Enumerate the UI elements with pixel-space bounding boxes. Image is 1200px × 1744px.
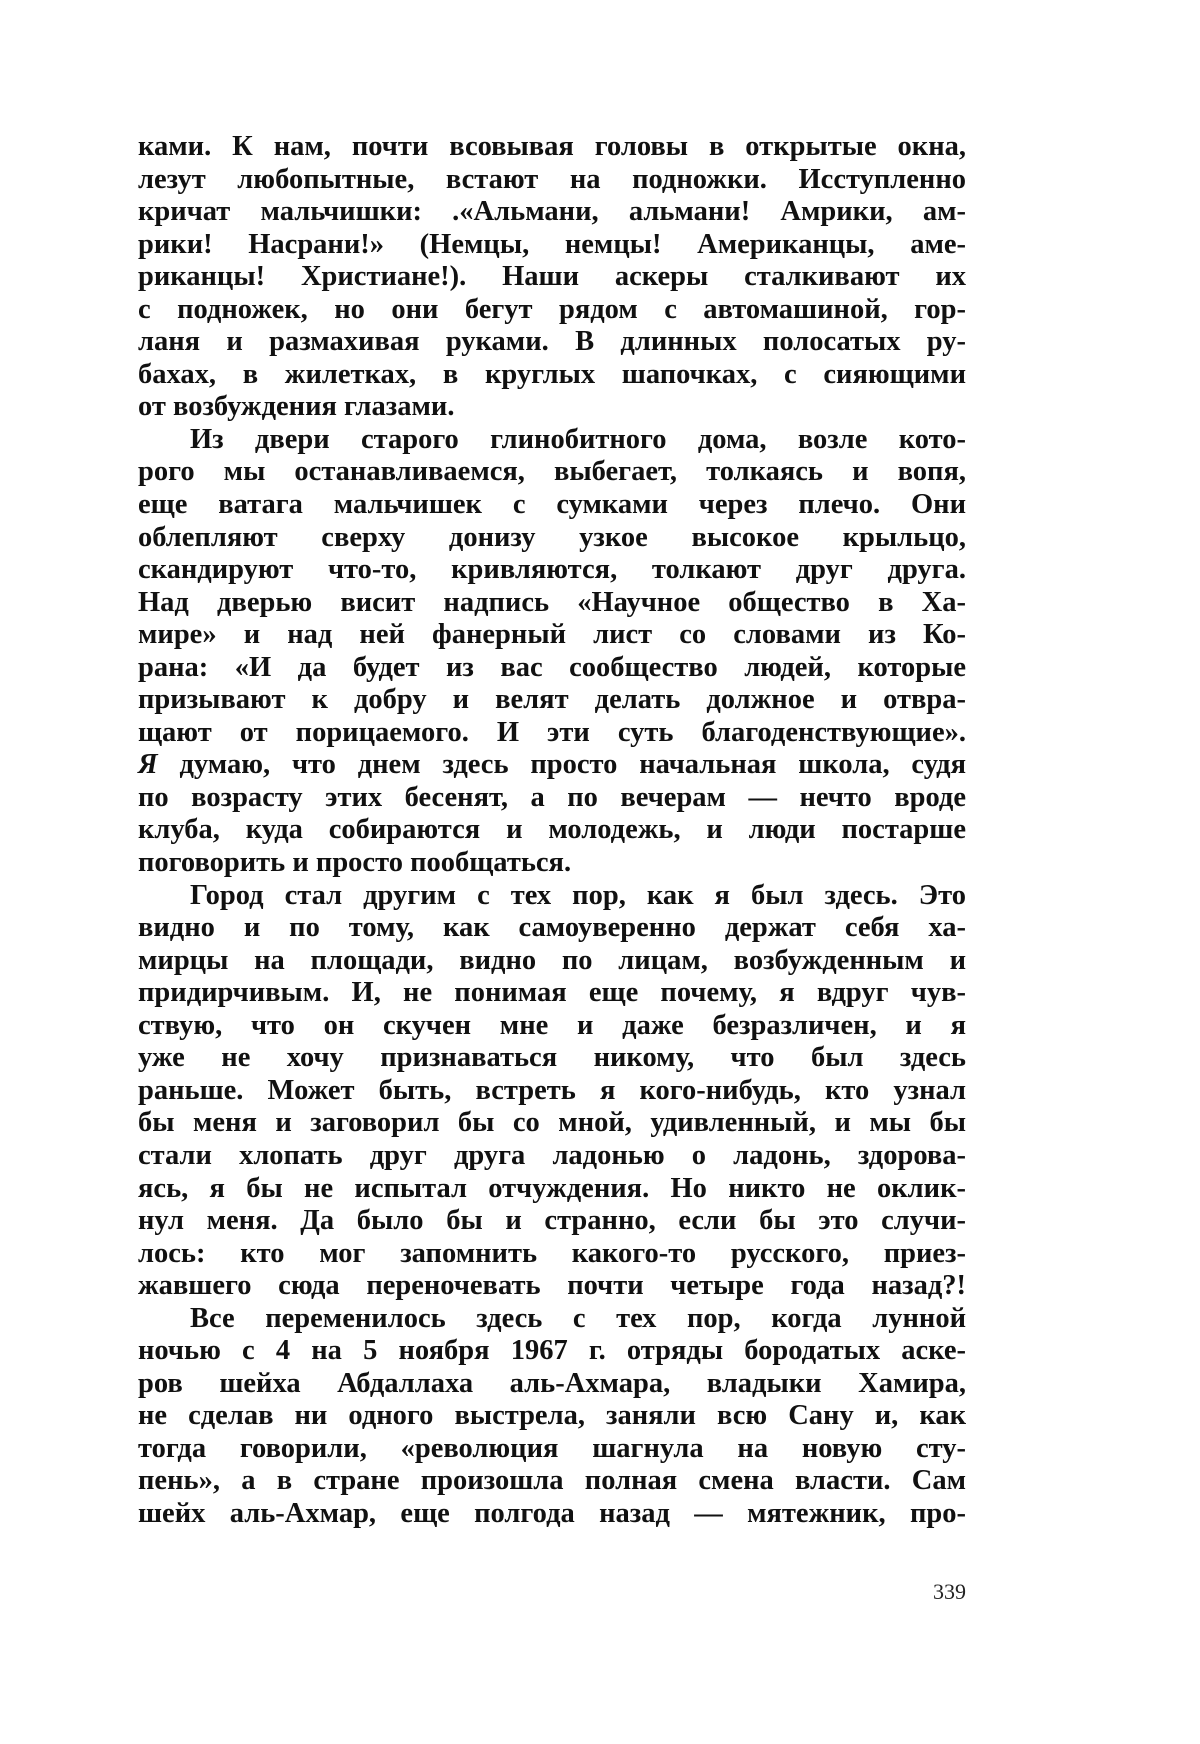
text-line: пень», а в стране произошла полная смена власти. Сам: [138, 1465, 966, 1497]
text-line: клуба, куда собираются и молодежь, и люди постарше: [138, 814, 966, 846]
text-line: поговорить и просто пообщаться.: [138, 847, 572, 879]
paragraph-1: [138, 131, 966, 424]
paragraph-2: [138, 424, 966, 880]
text-line: тогда говорили, «революция шагнула на новую сту-: [138, 1432, 966, 1464]
text-line: бы меня и заговорил бы со мной, удивленный, и мы бы: [138, 1107, 966, 1139]
text-line: рики! Насрани!» (Немцы, немцы! Американцы, аме-: [138, 228, 966, 260]
paragraph-3: [138, 880, 966, 1303]
text-line: придирчивым. И, не понимая еще почему, я вдруг чув-: [138, 977, 966, 1009]
text-line: Все переменилось здесь с тех пор, когда лунной: [190, 1302, 966, 1334]
text-line: Город стал другим с тех пор, как я был здесь. Это: [190, 879, 966, 911]
text-line: ясь, я бы не испытал отчуждения. Но никто не оклик-: [138, 1172, 966, 1204]
text-line: по возрасту этих бесенят, а по вечерам — нечто вроде: [138, 781, 966, 813]
text-line: ствую, что он скучен мне и даже безразличен, и я: [138, 1009, 966, 1041]
text-line: бахах, в жилетках, в круглых шапочках, с сияющими: [138, 358, 966, 390]
page-number: 339: [933, 1579, 966, 1604]
text-line: видно и по тому, как самоуверенно держат себя ха-: [138, 912, 966, 944]
italic-lead-word: Я: [138, 749, 158, 781]
text-line: уже не хочу признаваться никому, что был здесь: [138, 1042, 966, 1074]
text-line: рана: «И да будет из вас сообщество людей, которые: [138, 651, 966, 683]
text-line: стали хлопать друг друга ладонью о ладонь, здорова-: [138, 1139, 966, 1171]
text-line: призывают к добру и велят делать должное и отвра-: [138, 684, 966, 716]
text-line: жавшего сюда переночевать почти четыре года назад?!: [138, 1270, 966, 1302]
paragraph-4: [138, 1303, 966, 1531]
text-line: шейх аль-Ахмар, еще полгода назад — мятежник, про-: [138, 1497, 966, 1529]
text-line: мире» и над ней фанерный лист со словами из Ко-: [138, 619, 966, 651]
text-line: щают от порицаемого. И эти суть благоденствующие».: [138, 716, 966, 748]
text-line: мирцы на площади, видно по лицам, возбужденным и: [138, 944, 966, 976]
text-line: облепляют сверху донизу узкое высокое крыльцо,: [138, 521, 966, 553]
text-line: кричат мальчишки: .«Альмани, альмани! Амрики, ам-: [138, 196, 966, 228]
text-line: ками. К нам, почти всовывая головы в открытые окна,: [138, 131, 966, 162]
text-line: раньше. Может быть, встреть я кого-нибудь, кто узнал: [138, 1074, 966, 1106]
text-line: не сделав ни одного выстрела, заняли всю Сану и, как: [138, 1400, 966, 1432]
text-line: риканцы! Христиане!). Наши аскеры сталкивают их: [138, 261, 966, 293]
text-line-rest: думаю, что днем здесь просто начальная школа, судя: [179, 749, 967, 781]
text-line: лезут любопытные, встают на подножки. Исступленно: [138, 163, 966, 195]
body-text: [138, 131, 966, 1531]
text-line: Над дверью висит надпись «Научное общество в Ха-: [138, 586, 966, 618]
text-line: рого мы останавливаемся, выбегает, толкаясь и вопя,: [138, 456, 966, 488]
text-line: ров шейха Абдаллаха аль-Ахмара, владыки Хамира,: [138, 1367, 966, 1399]
text-line: ночью с 4 на 5 ноября 1967 г. отряды бородатых аске-: [138, 1335, 966, 1367]
text-line: от возбуждения глазами.: [138, 391, 455, 423]
text-line: ланя и размахивая руками. В длинных полосатых ру-: [138, 326, 966, 358]
text-line-with-italic-lead: [138, 749, 966, 782]
text-line: Из двери старого глинобитного дома, возле кото-: [190, 423, 966, 455]
text-line: лось: кто мог запомнить какого-то русского, приез-: [138, 1237, 966, 1269]
text-line: еще ватага мальчишек с сумками через плечо. Они: [138, 489, 966, 521]
text-line: нул меня. Да было бы и странно, если бы это случи-: [138, 1205, 966, 1237]
text-line: с подножек, но они бегут рядом с автомашиной, гор-: [138, 293, 966, 325]
text-line: скандируют что-то, кривляются, толкают друг друга.: [138, 554, 966, 586]
